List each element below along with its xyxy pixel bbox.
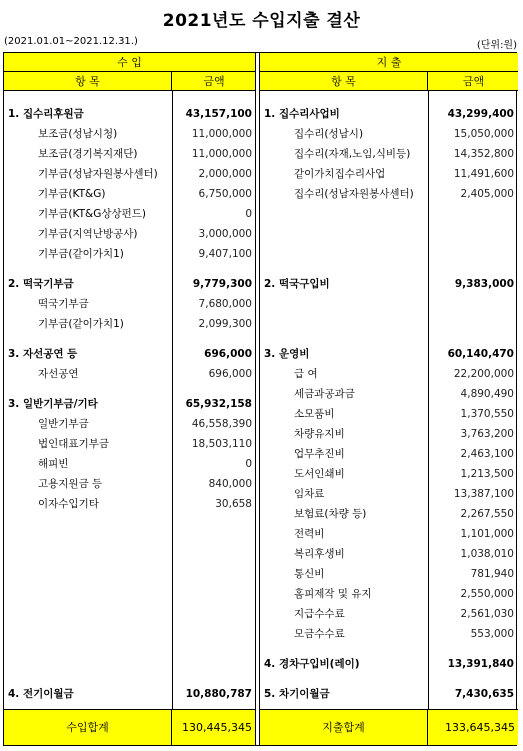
- expense-row-label: 복리후생비: [294, 548, 345, 560]
- expense-row-label: 집수리(자재,노임,식비등): [294, 148, 411, 160]
- income-row: [4, 204, 255, 224]
- income-row-amount: 7,680,000: [198, 298, 252, 310]
- expense-row-label: 홈피제작 및 유지: [294, 588, 372, 600]
- expense-row-amount: 7,430,635: [454, 688, 514, 700]
- income-row-label: 보조금(성남시청): [38, 128, 118, 140]
- expense-column: [259, 53, 518, 745]
- expense-row: [260, 124, 518, 144]
- expense-row-label: 통신비: [294, 568, 325, 580]
- income-row-label: 고용지원금 등: [38, 478, 103, 490]
- income-row-amount: 6,750,000: [198, 188, 252, 200]
- income-row: [4, 224, 255, 244]
- income-row-amount: 696,000: [204, 348, 252, 360]
- income-row-label: 보조금(경기복지재단): [38, 148, 138, 160]
- expense-row: [260, 604, 518, 624]
- income-row-label: 해피빈: [38, 458, 69, 470]
- income-column-headers: [4, 72, 255, 91]
- expense-row: [260, 584, 518, 604]
- income-row-amount: 65,932,158: [185, 398, 252, 410]
- expense-row-amount: 1,038,010: [460, 548, 514, 560]
- expense-row: [260, 504, 518, 524]
- expense-row-label: 지급수수료: [294, 608, 345, 620]
- expense-row-amount: 2,267,550: [460, 508, 514, 520]
- income-row: [4, 684, 255, 704]
- income-row-label: 자선공연: [38, 368, 79, 380]
- expense-row: [260, 404, 518, 424]
- income-row-amount: 11,000,000: [191, 128, 252, 140]
- period-label: (2021.01.01~2021.12.31.): [4, 36, 138, 47]
- expense-row-amount: 9,383,000: [454, 278, 514, 290]
- income-row-label: 2. 떡국기부금: [8, 278, 74, 290]
- expense-row: [260, 364, 518, 384]
- expense-total-label: 지출합계: [260, 710, 428, 746]
- expense-row-amount: 1,213,500: [460, 468, 514, 480]
- expense-row-label: 집수리(성남시): [294, 128, 364, 140]
- expense-row-amount: 781,940: [470, 568, 514, 580]
- income-row: [4, 244, 255, 264]
- income-row-label: 법인대표기부금: [38, 438, 110, 450]
- expense-row-amount: 2,550,000: [460, 588, 514, 600]
- income-row-amount: 30,658: [215, 498, 252, 510]
- expense-row-label: 3. 운영비: [264, 348, 310, 360]
- income-row-label: 기부금(같이가치1): [38, 248, 124, 260]
- income-row: [4, 124, 255, 144]
- expense-row-amount: 60,140,470: [447, 348, 514, 360]
- income-row: [4, 454, 255, 474]
- income-row-label: 이자수입기타: [38, 498, 99, 510]
- expense-row: [260, 684, 518, 704]
- expense-row-label: 세금과공과금: [294, 388, 355, 400]
- expense-row-amount: 4,890,490: [460, 388, 514, 400]
- expense-row-amount: 14,352,800: [453, 148, 514, 160]
- income-row-amount: 840,000: [208, 478, 252, 490]
- expense-row-label: 급 여: [294, 368, 318, 380]
- page-title: 2021년도 수입지출 결산: [162, 11, 361, 31]
- expense-row-amount: 2,405,000: [460, 188, 514, 200]
- expense-row-amount: 1,370,550: [460, 408, 514, 420]
- income-row-label: 4. 전기이월금: [8, 688, 74, 700]
- expense-row-amount: 13,391,840: [447, 658, 514, 670]
- income-total-value: 130,445,345: [182, 721, 252, 734]
- expense-total-value: 133,645,345: [445, 721, 515, 734]
- income-row-amount: 0: [245, 208, 252, 220]
- expense-row-label: 2. 떡국구입비: [264, 278, 330, 290]
- income-row-label: 기부금(KT&G): [38, 188, 106, 200]
- income-row-label: 기부금(성남자원봉사센터): [38, 168, 158, 180]
- income-row-label: 일반기부금: [38, 418, 89, 430]
- expense-total-row: [260, 709, 518, 745]
- income-header: 수 입: [4, 53, 255, 72]
- income-row-label: 3. 일반기부금/기타: [8, 398, 98, 410]
- income-row-amount: 11,000,000: [191, 148, 252, 160]
- expense-row-amount: 22,200,000: [453, 368, 514, 380]
- expense-row: [260, 104, 518, 124]
- expense-row-label: 차량유지비: [294, 428, 345, 440]
- income-row-label: 떡국기부금: [38, 298, 89, 310]
- expense-row: [260, 564, 518, 584]
- income-row: [4, 494, 255, 514]
- income-row: [4, 394, 255, 414]
- expense-row: [260, 464, 518, 484]
- income-row: [4, 474, 255, 494]
- income-row-amount: 696,000: [208, 368, 252, 380]
- expense-row-label: 전력비: [294, 528, 325, 540]
- expense-row-label: 같이가치집수리사업: [294, 168, 386, 180]
- expense-column-headers: [260, 72, 518, 91]
- expense-amount-header: 금액: [462, 75, 485, 88]
- expense-row-label: 5. 차기이월금: [264, 688, 330, 700]
- income-total-label: 수입합계: [4, 710, 172, 746]
- expense-row-amount: 11,491,600: [453, 168, 514, 180]
- income-row-amount: 46,558,390: [191, 418, 252, 430]
- income-row-label: 1. 집수리후원금: [8, 108, 84, 120]
- expense-row: [260, 624, 518, 644]
- income-row: [4, 344, 255, 364]
- income-row: [4, 434, 255, 454]
- income-total-row: [4, 709, 255, 745]
- expense-row-label: 도서인쇄비: [294, 468, 345, 480]
- income-amount-header: 금액: [203, 75, 225, 88]
- expense-row-label: 보험료(차량 등): [294, 508, 367, 520]
- expense-row: [260, 274, 518, 294]
- expense-row-amount: 13,387,100: [453, 488, 514, 500]
- income-row-amount: 10,880,787: [185, 688, 252, 700]
- income-row-label: 기부금(지역난방공사): [38, 228, 138, 240]
- income-row: [4, 274, 255, 294]
- expense-row: [260, 484, 518, 504]
- income-row: [4, 104, 255, 124]
- expense-row: [260, 444, 518, 464]
- expense-header: 지 출: [260, 53, 518, 72]
- expense-row-label: 모금수수료: [294, 628, 345, 640]
- income-row-amount: 9,407,100: [198, 248, 252, 260]
- expense-row-label: 1. 집수리사업비: [264, 108, 340, 120]
- expense-row: [260, 524, 518, 544]
- expense-row-amount: 553,000: [470, 628, 514, 640]
- expense-row: [260, 544, 518, 564]
- expense-row-amount: 2,463,100: [460, 448, 514, 460]
- expense-row-amount: 2,561,030: [460, 608, 514, 620]
- income-row-amount: 0: [245, 458, 252, 470]
- income-item-header: 항 목: [4, 72, 172, 91]
- expense-row-amount: 15,050,000: [453, 128, 514, 140]
- income-row: [4, 294, 255, 314]
- income-row-label: 기부금(KT&G상상펀드): [38, 208, 147, 220]
- settlement-table: [3, 52, 517, 746]
- expense-item-header: 항 목: [260, 72, 428, 91]
- expense-row-label: 집수리(성남자원봉사센터): [294, 188, 414, 200]
- expense-row: [260, 654, 518, 674]
- income-row-amount: 3,000,000: [198, 228, 252, 240]
- expense-row-label: 소모품비: [294, 408, 335, 420]
- expense-row-amount: 1,101,000: [460, 528, 514, 540]
- expense-row-label: 4. 경차구입비(레이): [264, 658, 360, 670]
- income-row: [4, 144, 255, 164]
- unit-label: (단위:원): [476, 40, 517, 51]
- income-row-label: 3. 자선공연 등: [8, 348, 78, 360]
- expense-row: [260, 144, 518, 164]
- income-column: [4, 53, 256, 745]
- income-row-amount: 18,503,110: [191, 438, 252, 450]
- expense-row: [260, 184, 518, 204]
- income-row: [4, 414, 255, 434]
- income-row-amount: 2,000,000: [198, 168, 252, 180]
- expense-row-label: 임차료: [294, 488, 325, 500]
- expense-row: [260, 164, 518, 184]
- expense-row-amount: 3,763,200: [460, 428, 514, 440]
- income-row-amount: 43,157,100: [185, 108, 252, 120]
- income-row: [4, 184, 255, 204]
- income-row-amount: 9,779,300: [192, 278, 252, 290]
- income-row-amount: 2,099,300: [198, 318, 252, 330]
- expense-row-amount: 43,299,400: [447, 108, 514, 120]
- expense-row-label: 업무추진비: [294, 448, 345, 460]
- income-row-label: 기부금(같이가치1): [38, 318, 124, 330]
- income-row: [4, 364, 255, 384]
- expense-row: [260, 424, 518, 444]
- expense-row: [260, 384, 518, 404]
- income-row: [4, 164, 255, 184]
- expense-row: [260, 344, 518, 364]
- income-row: [4, 314, 255, 334]
